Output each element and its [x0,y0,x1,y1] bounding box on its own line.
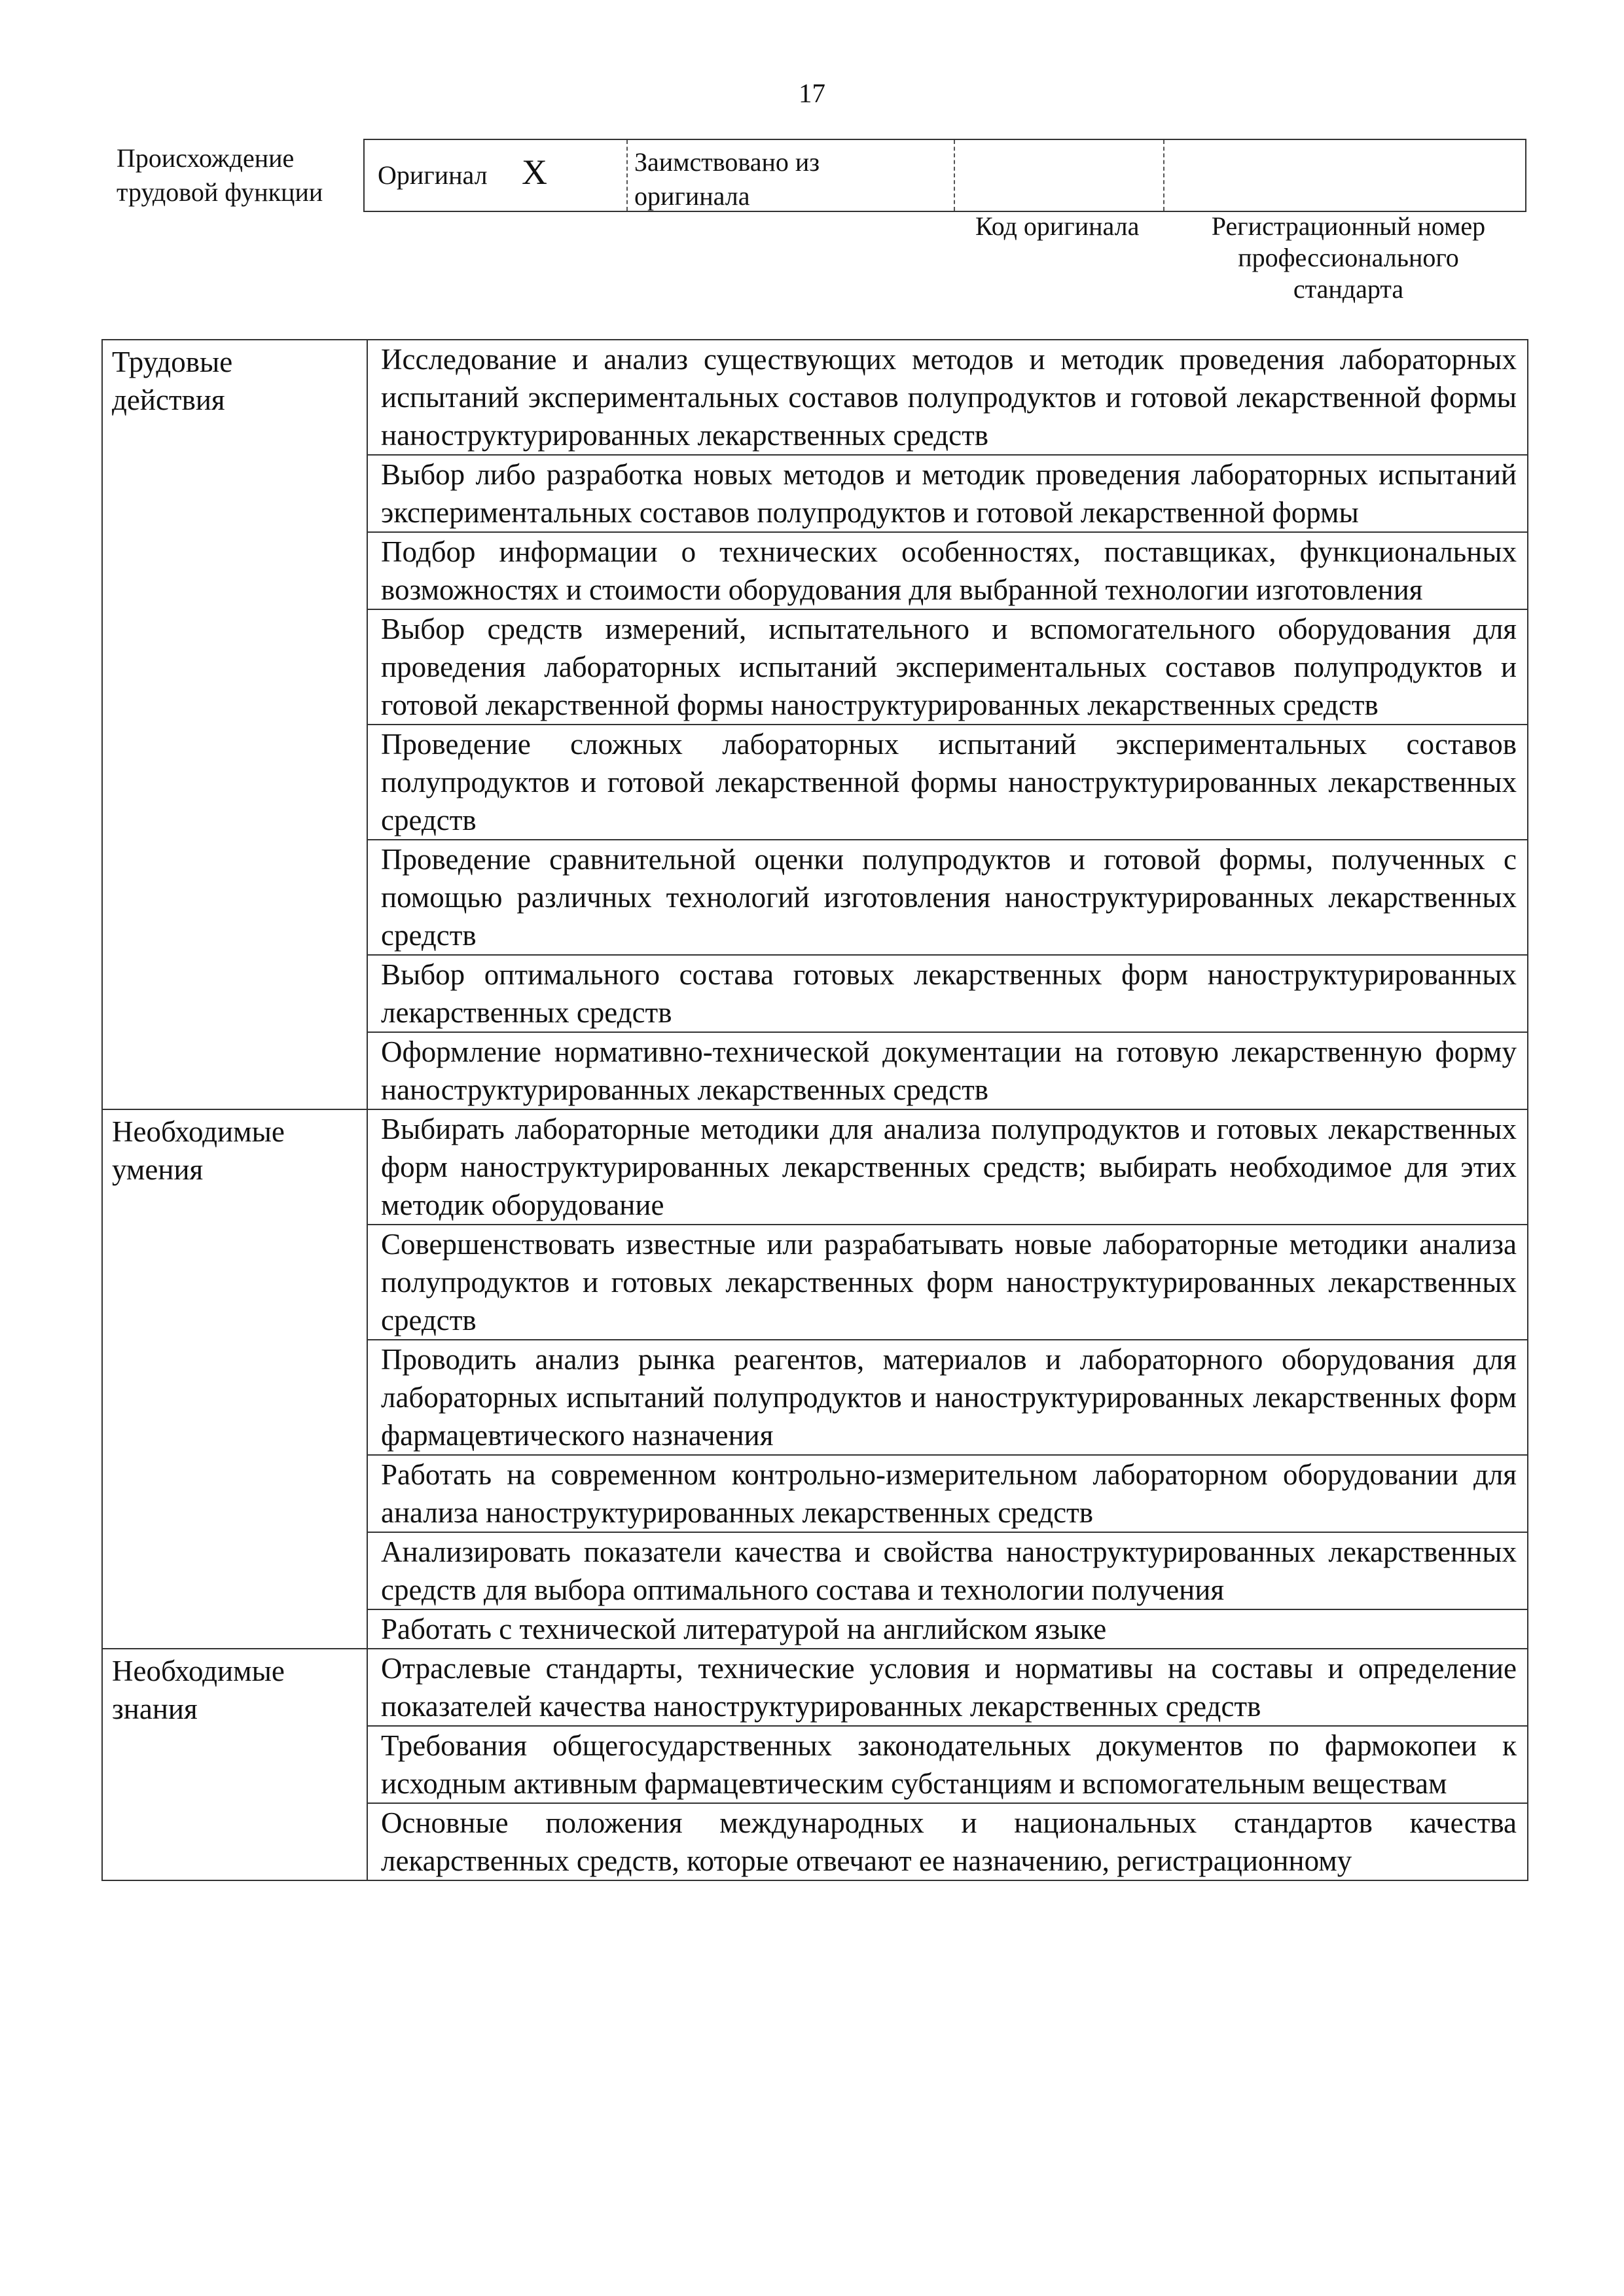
code-divider [954,140,955,211]
original-mark: X [522,152,547,192]
knowledge-label [102,1649,367,1880]
action-item: Исследование и анализ существующих методов и методик проведения лабораторных испытаний экспериментальных составов полупродуктов и готовой лекарственной формы наноструктурированных лекарственных средств [367,340,1528,455]
actions-label-line2: действия [112,384,225,416]
actions-label-line1: Трудовые [112,346,233,378]
knowledge-label-line1: Необходимые [112,1655,285,1687]
knowledge-label-line2: знания [112,1693,198,1725]
origin-label-line1: Происхождение [117,143,295,173]
page-number: 17 [799,78,825,108]
knowledge-item: Требования общегосударственных законодательных документов по фармокопеи к исходным активным фармацевтическим субстанциям и вспомогательным веществам [367,1726,1528,1803]
original-label: Оригинал [378,160,488,190]
action-item: Подбор информации о технических особенностях, поставщиках, функциональных возможностях и стоимости оборудования для выбранной технологии изготовления [367,532,1528,609]
reg-caption-line2: профессионального [1238,243,1459,272]
skills-label [102,1109,367,1649]
action-item: Оформление нормативно-технической документации на готовую лекарственную форму наноструктурированных лекарственных средств [367,1032,1528,1109]
action-item: Проведение сравнительной оценки полупродуктов и готовой формы, полученных с помощью различных технологий изготовления наноструктурированных лекарственных средств [367,840,1528,955]
borrowed-label [634,145,909,216]
origin-label-line2: трудовой функции [117,177,323,207]
skills-label-line1: Необходимые [112,1115,285,1148]
table-row [102,1109,1528,1225]
skill-item: Анализировать показатели качества и свойства наноструктурированных лекарственных средств для выбора оптимального состава и технологии получения [367,1532,1528,1609]
origin-label [117,141,323,209]
action-item: Проведение сложных лабораторных испытаний экспериментальных составов полупродуктов и готовой лекарственной формы наноструктурированных лекарственных средств [367,725,1528,840]
action-item: Выбор оптимального состава готовых лекарственных форм наноструктурированных лекарственных средств [367,955,1528,1032]
action-item: Выбор средств измерений, испытательного и вспомогательного оборудования для проведения лабораторных испытаний экспериментальных составов полупродуктов и готовой лекарственной формы наноструктурированных лекарственных средств [367,609,1528,725]
borrowed-label-line2: оригинала [634,181,750,211]
knowledge-item: Отраслевые стандарты, технические условия и нормативы на составы и определение показателей качества наноструктурированных лекарственных средств [367,1649,1528,1726]
skills-label-line2: умения [112,1153,204,1186]
labor-function-table [101,339,1528,1881]
skill-item: Совершенствовать известные или разрабатывать новые лабораторные методики анализа полупродуктов и готовых лекарственных форм наноструктурированных лекарственных средств [367,1225,1528,1340]
actions-label [102,340,367,1109]
skill-item: Работать на современном контрольно-измерительном лабораторном оборудовании для анализа наноструктурированных лекарственных средств [367,1455,1528,1532]
skill-item: Работать с технической литературой на английском языке [367,1609,1528,1649]
reg-caption-line3: стандарта [1293,274,1404,304]
origin-box [363,139,1526,212]
knowledge-item: Основные положения международных и национальных стандартов качества лекарственных средств, которые отвечают ее назначению, регистрационному [367,1803,1528,1880]
table-row [102,340,1528,455]
reg-caption-line1: Регистрационный номер [1211,211,1486,241]
skill-item: Выбирать лабораторные методики для анализа полупродуктов и готовых лекарственных форм наноструктурированных лекарственных средств; выбирать необходимое для этих методик оборудование [367,1109,1528,1225]
reg-caption [1178,211,1519,305]
action-item: Выбор либо разработка новых методов и методик проведения лабораторных испытаний экспериментальных составов полупродуктов и готовой лекарственной формы [367,455,1528,532]
skill-item: Проводить анализ рынка реагентов, материалов и лабораторного оборудования для лабораторных испытаний полупродуктов и наноструктурированных лекарственных форм фармацевтического назначения [367,1340,1528,1455]
borrowed-label-line1: Заимствовано из [634,147,820,177]
table-row [102,1649,1528,1726]
reg-divider [1163,140,1164,211]
code-caption: Код оригинала [975,211,1140,241]
origin-divider [626,140,628,211]
